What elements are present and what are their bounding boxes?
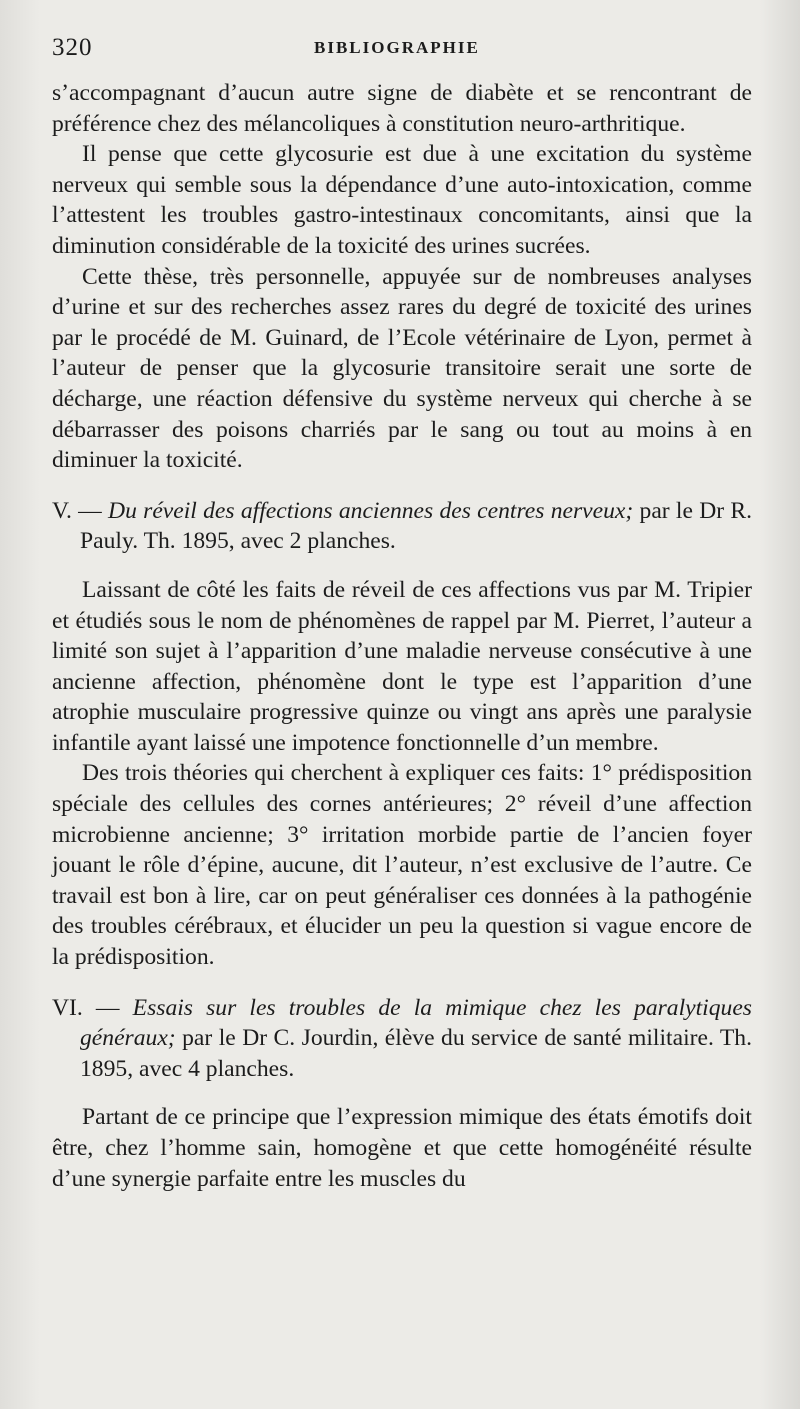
body-text bbox=[52, 78, 752, 1194]
paragraph-continued: s’accompagnant d’aucun autre signe de diabète et se rencontrant de préférence chez des mélancoliques à constitution neuro-arthritique. bbox=[52, 80, 752, 137]
entry-details: par le Dr C. Jourdin, élève du service de santé militaire. Th. 1895, avec 4 planches. bbox=[80, 1025, 752, 1082]
running-title: BIBLIOGRAPHIE bbox=[314, 38, 480, 57]
paragraph: Des trois théories qui cherchent à expliquer ces faits: 1° prédisposition spéciale des cellules des cornes antérieures; 2° réveil d’une affection microbienne ancienne; 3° irritation morbide partie de l’ancien foyer jouant le rôle d’épine, aucune, dit l’auteur, n’est exclusive de l’autre. Ce travail est bon à lire, car on peut généraliser ces données à la pathogénie des troubles cérébraux, et élucider un peu la question si vague encore de la prédisposition. bbox=[52, 760, 752, 971]
bibliography-entry-v bbox=[52, 496, 752, 557]
running-head bbox=[52, 34, 752, 78]
page-number: 320 bbox=[52, 34, 93, 61]
paragraph: Il pense que cette glycosurie est due à une excitation du système nerveux qui semble sous la dépendance d’une auto-intoxication, comme l’attestent les troubles gastro-intestinaux concomitants, ainsi que la diminution considérable de la toxicité des urines sucrées. bbox=[52, 141, 752, 259]
entry-details: par le Dr R. Pauly. Th. 1895, avec 2 planches. bbox=[80, 497, 753, 555]
paragraph: Cette thèse, très personnelle, appuyée sur de nombreuses analyses d’urine et sur des recherches assez rares du degré de toxicité des urines par le procédé de M. Guinard, de l’Ecole vétérinaire de Lyon, permet à l’auteur de penser que la glycosurie transitoire serait une sorte de décharge, une réaction défensive du système nerveux qui cherche à se débarrasser des poisons charriés par le sang ou tout au moins à en diminuer la toxicité. bbox=[52, 263, 752, 474]
paragraph: Partant de ce principe que l’expression mimique des états émotifs doit être, chez l’homme sain, homogène et que cette homogénéité résulte d’une synergie parfaite entre les muscles du bbox=[52, 1104, 752, 1192]
entry-numeral: VI. — bbox=[52, 994, 120, 1021]
bibliography-entry-vi bbox=[52, 993, 752, 1085]
entry-title: Essais sur les troubles de la mimique chez les paralytiques généraux; bbox=[80, 994, 752, 1052]
entry-numeral: V. — bbox=[52, 497, 102, 524]
paragraph: Laissant de côté les faits de réveil de ces affections vus par M. Tripier et étudiés sous le nom de phénomènes de rappel par M. Pierret, l’auteur a limité son sujet à l’apparition d’une maladie nerveuse consécutive à une ancienne affection, phénomène dont le type est l’apparition d’une atrophie musculaire progressive quinze ou vingt ans après une paralysie infantile ayant laissé une impotence fonctionnelle d’un membre. bbox=[52, 576, 752, 756]
entry-title: Du réveil des affections anciennes des centres nerveux; bbox=[108, 497, 634, 524]
